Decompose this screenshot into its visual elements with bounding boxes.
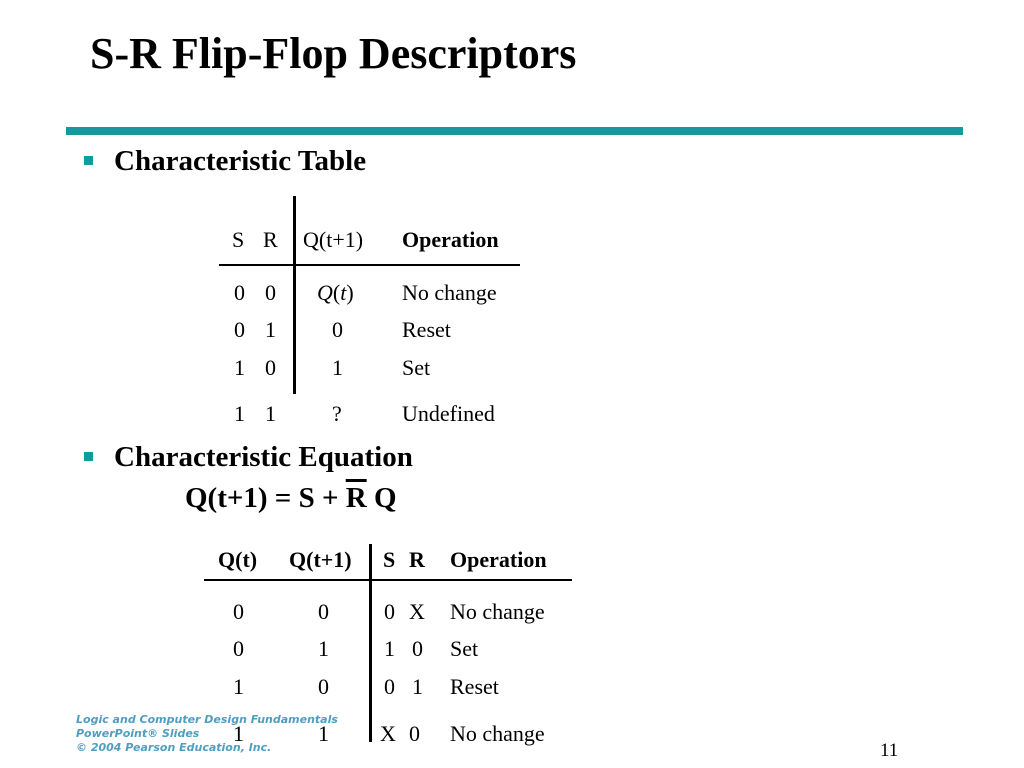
publisher-logo — [76, 713, 338, 755]
table-cell: 0 — [384, 674, 395, 699]
table-cell: 0 — [384, 599, 395, 624]
table-cell: 1 — [265, 401, 276, 426]
table-cell: 1 — [234, 401, 245, 426]
table-cell: 0 — [318, 674, 329, 699]
page-number: 11 — [880, 740, 899, 761]
table-header-s: S — [232, 227, 245, 252]
table-cell: 1 — [412, 674, 423, 699]
table-cell: 0 — [234, 280, 245, 305]
table-divider-vertical — [369, 544, 372, 742]
table-cell: No change — [450, 721, 545, 746]
table-header-operation: Operation — [402, 227, 499, 252]
table-cell: X — [409, 599, 425, 624]
table-cell: No change — [450, 599, 545, 624]
table-cell: X — [380, 721, 396, 746]
table-header-operation: Operation — [450, 547, 547, 572]
table-cell: 0 — [265, 355, 276, 380]
table-cell: Set — [450, 636, 479, 661]
equation-tail: Q — [366, 482, 397, 514]
table-cell: 1 — [265, 317, 276, 342]
table-cell: ? — [332, 401, 342, 426]
section-heading-characteristic-table: Characteristic Table — [114, 145, 367, 177]
table-cell: No change — [402, 280, 497, 305]
table-cell: 0 — [265, 280, 276, 305]
table-cell: 1 — [234, 355, 245, 380]
table-cell: 0 — [332, 317, 343, 342]
table-header-qt: Q(t) — [218, 547, 258, 572]
table-header-next-state: Q(t+1) — [303, 227, 364, 252]
table-cell: 1 — [318, 721, 329, 746]
table-cell: 0 — [412, 636, 423, 661]
table-cell: 1 — [233, 721, 244, 746]
table-cell: Set — [402, 355, 431, 380]
table-header-r: R — [263, 227, 278, 252]
table-cell: Undefined — [402, 401, 495, 426]
equation-lhs: Q(t+1) = S + — [185, 482, 346, 514]
table-cell: 0 — [233, 599, 244, 624]
table-cell: Reset — [402, 317, 451, 342]
section-heading-characteristic-equation: Characteristic Equation — [114, 441, 413, 473]
table-header-next-state: Q(t+1) — [289, 547, 352, 572]
table-cell: 0 — [233, 636, 244, 661]
table-cell: 1 — [233, 674, 244, 699]
table-divider-horizontal — [204, 579, 572, 581]
table-header-s: S — [383, 547, 396, 572]
footer-line-1: Logic and Computer Design Fundamentals — [76, 713, 338, 726]
table-cell: 1 — [318, 636, 329, 661]
table-cell: Reset — [450, 674, 499, 699]
table-cell: 1 — [384, 636, 395, 661]
footer-line-2: PowerPoint® Slides — [76, 727, 200, 740]
table-cell: 1 — [332, 355, 343, 380]
table-cell: 0 — [234, 317, 245, 342]
footer-line-3: © 2004 Pearson Education, Inc. — [76, 741, 272, 754]
slide-title: S-R Flip-Flop Descriptors — [90, 29, 577, 78]
equation-r-complement: $\overline{R}$ — [345, 482, 367, 514]
table-header-r: R — [409, 547, 425, 572]
table-cell: Q(t) — [317, 280, 354, 305]
table-cell: 0 — [409, 721, 420, 746]
table-cell: 0 — [318, 599, 329, 624]
